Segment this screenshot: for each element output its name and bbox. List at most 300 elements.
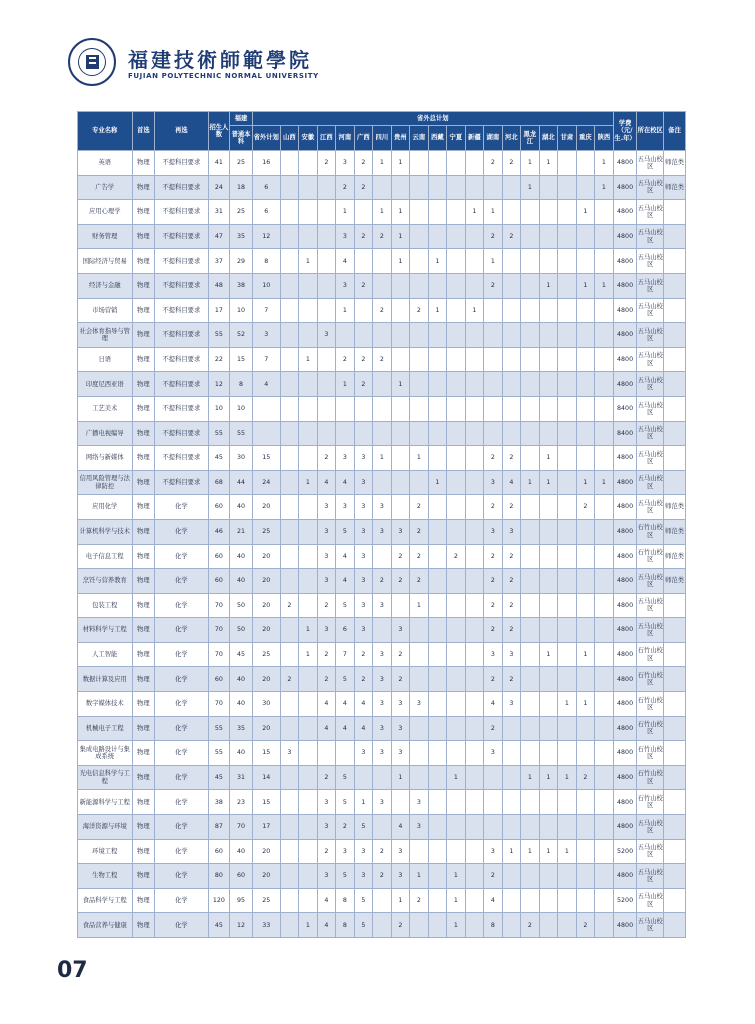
province-count: 3 [354,618,373,643]
note [664,249,686,274]
major-name: 环境工程 [78,839,133,864]
province-count [539,692,558,717]
province-count: 2 [484,716,503,741]
province-count [299,421,318,446]
province-count [595,372,614,397]
province-count [595,323,614,348]
province-count: 3 [391,692,410,717]
province-count [521,642,540,667]
province-count: 2 [484,495,503,520]
second-subject: 不提科目要求 [155,323,208,348]
province-count [373,323,392,348]
province-count [539,569,558,594]
tuition: 4800 [613,864,637,889]
province-count [576,618,595,643]
province-count [280,569,299,594]
province-count: 1 [428,470,447,495]
province-count: 1 [391,151,410,176]
province-count: 3 [354,446,373,471]
campus: 五马山校区 [637,839,664,864]
outside-total: 8 [252,249,280,274]
tuition: 4800 [613,446,637,471]
province-count [354,765,373,790]
total-count: 41 [208,151,230,176]
province-count [521,741,540,766]
total-count: 60 [208,544,230,569]
province-count [280,249,299,274]
province-count [354,396,373,421]
province-count: 2 [373,347,392,372]
province-count: 8 [336,913,355,938]
province-count [299,839,318,864]
province-count: 5 [336,765,355,790]
major-name: 生物工程 [78,864,133,889]
outside-total: 7 [252,298,280,323]
total-count: 12 [208,372,230,397]
province-count [280,815,299,840]
province-count [428,692,447,717]
province-count [595,913,614,938]
province-count: 3 [336,495,355,520]
province-count [373,421,392,446]
province-count: 2 [317,593,336,618]
campus: 五马山校区 [637,495,664,520]
province-count: 1 [539,839,558,864]
province-count: 3 [354,569,373,594]
province-count [539,224,558,249]
province-count [502,323,521,348]
province-count [447,692,466,717]
province-count: 1 [299,642,318,667]
province-count: 3 [484,642,503,667]
campus: 五马山校区 [637,323,664,348]
province-count: 1 [299,347,318,372]
second-subject: 不提科目要求 [155,421,208,446]
province-count [595,200,614,225]
total-count: 45 [208,765,230,790]
province-count [447,716,466,741]
major-name: 电子信息工程 [78,544,133,569]
province-count [410,175,429,200]
province-count [521,864,540,889]
school-name-en: FUJIAN POLYTECHNIC NORMAL UNIVERSITY [128,72,319,80]
province-count: 3 [317,618,336,643]
province-count [595,249,614,274]
province-count: 7 [336,642,355,667]
province-count [280,864,299,889]
province-count [465,421,484,446]
province-count: 4 [484,692,503,717]
province-count [391,347,410,372]
province-count: 2 [336,347,355,372]
outside-total: 20 [252,716,280,741]
note [664,347,686,372]
province-count: 1 [391,249,410,274]
province-count [595,642,614,667]
province-count [280,200,299,225]
note [664,839,686,864]
header-total: 招生人数 [208,112,230,151]
province-count [465,175,484,200]
province-count [447,249,466,274]
province-count [539,667,558,692]
province-count [299,765,318,790]
header-province: 广西 [354,126,373,151]
campus: 石竹山校区 [637,544,664,569]
province-count [595,519,614,544]
second-subject: 不提科目要求 [155,347,208,372]
province-count [447,741,466,766]
province-count [576,864,595,889]
province-count [280,470,299,495]
second-subject: 化学 [155,667,208,692]
province-count [280,347,299,372]
province-count [447,593,466,618]
note [664,618,686,643]
province-count [576,519,595,544]
province-count [428,372,447,397]
campus: 五马山校区 [637,200,664,225]
province-count [391,298,410,323]
note [664,224,686,249]
province-count [373,372,392,397]
outside-total: 20 [252,864,280,889]
province-count [576,396,595,421]
province-count [280,175,299,200]
table-row [78,569,686,594]
province-count [299,323,318,348]
fujian-count: 40 [230,667,253,692]
province-count: 2 [484,569,503,594]
province-count [502,741,521,766]
province-count [410,200,429,225]
province-count [465,716,484,741]
fujian-count: 25 [230,200,253,225]
province-count: 1 [595,151,614,176]
province-count: 4 [502,470,521,495]
province-count [558,470,577,495]
tuition: 4800 [613,642,637,667]
province-count: 3 [336,151,355,176]
province-count [465,569,484,594]
fujian-count: 29 [230,249,253,274]
campus: 五马山校区 [637,913,664,938]
campus: 五马山校区 [637,396,664,421]
total-count: 47 [208,224,230,249]
second-subject: 化学 [155,569,208,594]
province-count [447,200,466,225]
province-count: 4 [336,569,355,594]
province-count: 1 [465,200,484,225]
province-count [317,396,336,421]
province-count [447,667,466,692]
campus: 五马山校区 [637,273,664,298]
total-count: 70 [208,692,230,717]
province-count [447,446,466,471]
total-count: 87 [208,815,230,840]
province-count: 2 [354,642,373,667]
province-count: 2 [502,151,521,176]
major-name: 应用化学 [78,495,133,520]
province-count: 4 [317,470,336,495]
table-row [78,642,686,667]
province-count: 1 [373,151,392,176]
province-count [317,298,336,323]
province-count [539,741,558,766]
header-province: 西藏 [428,126,447,151]
header-first-subject: 首选 [132,112,155,151]
province-count: 2 [502,667,521,692]
province-count [521,667,540,692]
outside-total: 30 [252,692,280,717]
province-count [336,396,355,421]
province-count: 3 [484,470,503,495]
province-count [484,815,503,840]
province-count [521,249,540,274]
province-count [539,323,558,348]
outside-total: 20 [252,544,280,569]
fujian-count: 30 [230,446,253,471]
outside-total: 3 [252,323,280,348]
province-count [595,765,614,790]
second-subject: 化学 [155,495,208,520]
province-count [576,815,595,840]
province-count: 4 [391,815,410,840]
province-count: 2 [280,667,299,692]
province-count [280,224,299,249]
province-count [539,618,558,643]
campus: 五马山校区 [637,593,664,618]
first-subject: 物理 [132,642,155,667]
province-count: 4 [336,249,355,274]
province-count: 3 [317,519,336,544]
total-count: 55 [208,716,230,741]
header-outside-total: 省外计划 [252,126,280,151]
province-count: 2 [373,839,392,864]
province-count [410,347,429,372]
province-count [539,372,558,397]
note [664,790,686,815]
province-count: 2 [502,224,521,249]
tuition: 4800 [613,151,637,176]
province-count [558,790,577,815]
province-count: 1 [576,692,595,717]
province-count [317,249,336,274]
first-subject: 物理 [132,200,155,225]
note [664,667,686,692]
province-count [280,544,299,569]
province-count [539,175,558,200]
campus: 五马山校区 [637,618,664,643]
province-count [336,741,355,766]
province-count [428,815,447,840]
province-count [447,298,466,323]
total-count: 46 [208,519,230,544]
province-count [447,470,466,495]
province-count [465,372,484,397]
province-count: 3 [484,741,503,766]
header-province: 云南 [410,126,429,151]
table-row [78,519,686,544]
province-count: 2 [373,298,392,323]
province-count [317,741,336,766]
first-subject: 物理 [132,298,155,323]
province-count [465,839,484,864]
province-count [465,495,484,520]
province-count [410,839,429,864]
province-count [465,224,484,249]
province-count [558,273,577,298]
header-province: 河南 [336,126,355,151]
province-count: 3 [391,839,410,864]
province-count: 3 [502,642,521,667]
province-count [576,741,595,766]
total-count: 48 [208,273,230,298]
province-count [539,864,558,889]
province-count [447,569,466,594]
fujian-count: 55 [230,421,253,446]
province-count [558,569,577,594]
province-count [502,864,521,889]
province-count [465,741,484,766]
province-count: 1 [299,470,318,495]
tuition: 4800 [613,692,637,717]
major-name: 经济与金融 [78,273,133,298]
province-count: 2 [373,569,392,594]
school-name-cn: 福建技術師範學院 [128,48,312,72]
province-count: 3 [410,790,429,815]
province-count [410,618,429,643]
province-count: 2 [354,372,373,397]
province-count [502,815,521,840]
campus: 五马山校区 [637,864,664,889]
province-count: 1 [521,839,540,864]
province-count [539,716,558,741]
province-count [539,396,558,421]
second-subject: 化学 [155,815,208,840]
province-count: 4 [336,470,355,495]
province-count [373,175,392,200]
province-count [299,298,318,323]
province-count [595,544,614,569]
province-count [410,396,429,421]
note: 师范类 [664,519,686,544]
province-count [595,593,614,618]
province-count [558,593,577,618]
province-count: 2 [502,495,521,520]
table-row [78,544,686,569]
province-count [484,175,503,200]
province-count: 1 [336,298,355,323]
province-count [521,396,540,421]
province-count: 2 [317,667,336,692]
province-count [465,151,484,176]
province-count [428,790,447,815]
fujian-count: 40 [230,569,253,594]
major-name: 海洋资源与环境 [78,815,133,840]
province-count: 6 [336,618,355,643]
fujian-count: 40 [230,495,253,520]
province-count: 3 [354,593,373,618]
table-row [78,913,686,938]
note [664,273,686,298]
province-count [428,200,447,225]
province-count: 1 [428,249,447,274]
province-count: 4 [484,888,503,913]
province-count: 3 [484,839,503,864]
province-count [317,224,336,249]
province-count [428,741,447,766]
province-count [391,421,410,446]
province-count [299,175,318,200]
province-count: 2 [373,224,392,249]
major-name: 包装工程 [78,593,133,618]
province-count [391,446,410,471]
outside-total: 10 [252,273,280,298]
table-row [78,692,686,717]
province-count: 5 [354,913,373,938]
province-count [465,913,484,938]
province-count [354,421,373,446]
table-row [78,347,686,372]
province-count: 3 [336,446,355,471]
province-count [465,864,484,889]
major-name: 日语 [78,347,133,372]
province-count: 1 [576,470,595,495]
province-count [595,716,614,741]
second-subject: 化学 [155,593,208,618]
province-count [299,667,318,692]
province-count [410,224,429,249]
province-count [391,323,410,348]
province-count: 4 [317,913,336,938]
province-count: 2 [317,446,336,471]
fujian-count: 8 [230,372,253,397]
header-tuition: 学费（元/生.年） [613,112,637,151]
province-count [280,716,299,741]
table-row [78,864,686,889]
province-count [280,765,299,790]
province-count: 2 [317,839,336,864]
campus: 五马山校区 [637,815,664,840]
header-province: 四川 [373,126,392,151]
province-count: 1 [521,470,540,495]
second-subject: 不提科目要求 [155,470,208,495]
province-count: 3 [410,692,429,717]
province-count: 2 [410,495,429,520]
province-count [521,692,540,717]
tuition: 4800 [613,716,637,741]
province-count [502,790,521,815]
major-name: 广告学 [78,175,133,200]
province-count: 2 [410,298,429,323]
tuition: 4800 [613,519,637,544]
campus: 五马山校区 [637,151,664,176]
province-count [428,593,447,618]
header-province: 安徽 [299,126,318,151]
province-count: 3 [391,864,410,889]
table-row [78,446,686,471]
total-count: 80 [208,864,230,889]
fujian-count: 23 [230,790,253,815]
province-count: 1 [447,765,466,790]
province-count [391,593,410,618]
province-count [280,396,299,421]
major-name: 机械电子工程 [78,716,133,741]
outside-total: 15 [252,446,280,471]
second-subject: 化学 [155,864,208,889]
province-count: 4 [336,716,355,741]
